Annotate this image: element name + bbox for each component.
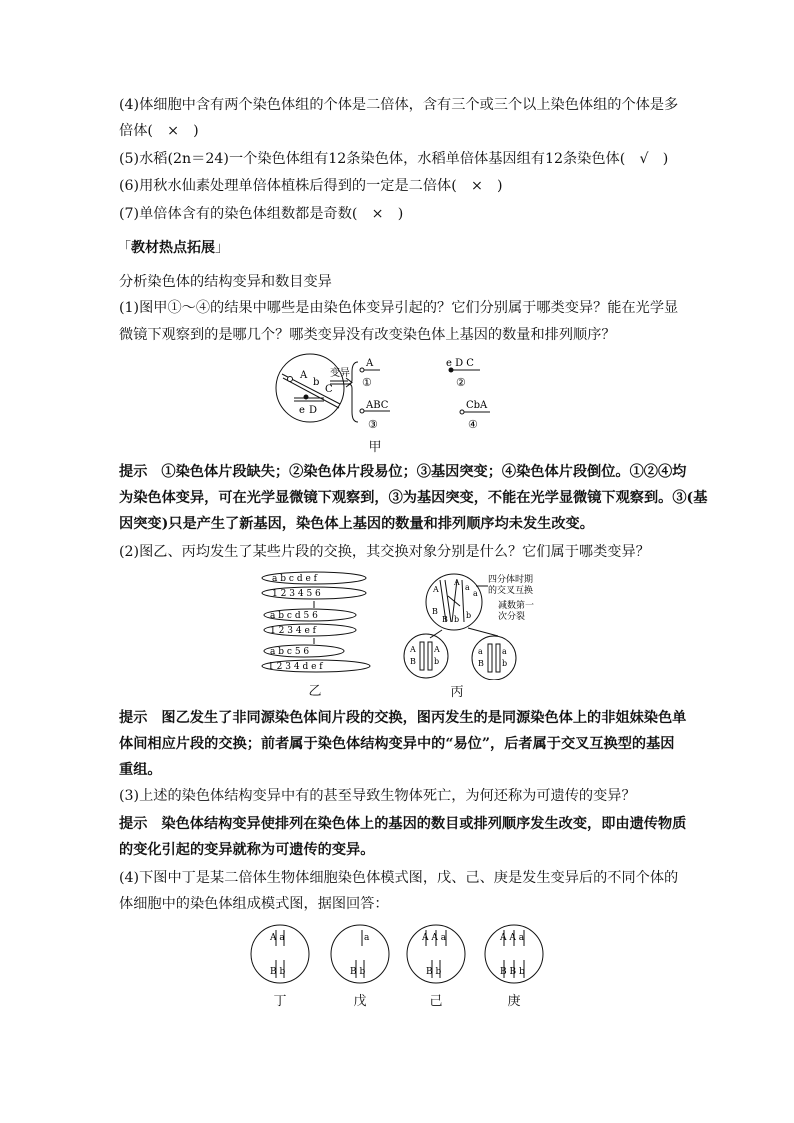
question-6: (6)用秋水仙素处理单倍体植株后得到的一定是二倍体( × ) (119, 178, 503, 194)
bing-r-chr1 (488, 644, 492, 672)
tip-2-line-3: 重组。 (119, 762, 162, 778)
figure-bing-caption: 丙 (450, 685, 464, 700)
question-4-line-2: 体细胞中的染色体组成模式图，据图回答： (119, 896, 389, 912)
question-7: (7)单倍体含有的染色体组数都是奇数( × ) (119, 206, 404, 222)
section-header (117, 237, 229, 257)
figure-yi-caption: 乙 (308, 684, 322, 699)
section-title: 教材热点拓展 (131, 240, 215, 256)
cell-wu-top-genes: a (364, 933, 370, 943)
r1-centromere (360, 368, 364, 372)
yi-row1a: a b c d e f (272, 574, 317, 584)
bing-l-chr2 (428, 642, 432, 670)
gene-A: A (300, 370, 308, 381)
bing-l-gene-4: b (434, 657, 440, 666)
yi-row2b: 1 2 3 4 e f (270, 626, 316, 636)
cell-geng-bottom-genes: B B b (500, 967, 525, 977)
bing-r-gene-4: b (502, 659, 508, 668)
bing-gene-2: A (454, 578, 460, 587)
bing-r-chr2 (496, 644, 500, 672)
bing-l-gene-3: A (434, 645, 440, 654)
cell-wu-bottom-genes: B b (350, 967, 366, 977)
bing-gene-1: A (433, 585, 439, 594)
result-2-number: ② (456, 376, 466, 389)
figure-bing (402, 572, 562, 680)
bing-r-gene-2: B (478, 659, 484, 668)
result-1-genes: A (366, 358, 374, 369)
yi-row3a: a b c 5 6 (270, 647, 310, 657)
result-4-genes: CbA (466, 400, 488, 411)
bing-gene-3: a (465, 583, 470, 592)
gene-e: e (299, 405, 305, 416)
r3-centromere (360, 409, 364, 413)
tip-1-line-1 (119, 460, 687, 484)
bing-r-gene-3: a (502, 647, 507, 656)
question-1-line-2: 微镜下观察到的是哪几个？哪类变异没有改变染色体上基因的数量和排列顺序？ (119, 327, 616, 343)
tip-label: 提示 (119, 464, 148, 480)
bing-gene-7: b (454, 615, 460, 624)
section-close-bracket: 」 (215, 240, 229, 256)
question-4-cont: 倍体( × ) (119, 123, 199, 139)
tip-3-line-2: 的变化引起的变异就称为可遗传的变异。 (119, 842, 375, 858)
tip-2-line-1 (119, 706, 687, 730)
cell-geng-caption: 庚 (507, 994, 521, 1009)
cell-ji (407, 925, 465, 983)
tip-label: 提示 (119, 816, 148, 832)
yi-row1b: 1 2 3 4 5 6 (272, 589, 321, 599)
yi-row2a: a b c d 5 6 (270, 611, 318, 621)
figure-jia-caption: 甲 (368, 440, 382, 455)
cell-ding (251, 925, 309, 983)
tip-1-line-2: 为染色体变异，可在光学显微镜下观察到，③为基因突变，不能在光学显微镜下观察到。③(基 (119, 490, 708, 506)
tip-label: 提示 (119, 710, 148, 726)
bing-l-gene-1: A (410, 645, 416, 654)
cell-wu-caption: 戊 (353, 994, 367, 1009)
result-1-number: ① (362, 376, 372, 389)
question-3: (3)上述的染色体结构变异中有的甚至导致生物体死亡，为何还称为可遗传的变异？ (119, 788, 636, 804)
question-4: (4)体细胞中含有两个染色体组的个体是二倍体，含有三个或三个以上染色体组的个体是多 (119, 97, 679, 113)
bing-cell-left (404, 634, 448, 678)
bing-l-gene-2: B (410, 657, 416, 666)
figure-cells (250, 922, 550, 988)
cell-wu (331, 925, 389, 983)
cell-ding-top-genes: A a (270, 933, 285, 943)
centromere (288, 377, 293, 382)
cell-ding-caption: 丁 (273, 994, 287, 1009)
cell-ding-bottom-genes: B b (270, 967, 286, 977)
bing-chr-4 (462, 580, 464, 622)
section-open-bracket: 「 (117, 240, 131, 256)
tip-1-line-3: 因突变)只是产生了新基因，染色体上基因的数量和排列顺序均未发生改变。 (119, 516, 594, 532)
tip-2-text: 图乙发生了非同源染色体间片段的交换，图丙发生的是同源染色体上的非姐妹染色单 (161, 710, 687, 726)
cell-geng (485, 925, 543, 983)
result-4-number: ④ (468, 418, 478, 431)
result-3-genes: ABC (366, 400, 389, 411)
tip-3-text: 染色体结构变异使排列在染色体上的基因的数目或排列顺序发生改变，即由遗传物质 (161, 816, 687, 832)
gene-C: C (325, 384, 333, 395)
bing-label-1: 四分体时期 (488, 575, 534, 585)
cell-ji-caption: 己 (429, 994, 443, 1009)
centromere-dark (304, 395, 309, 400)
cell-ji-bottom-genes: B b (426, 967, 442, 977)
bing-label-3: 减数第一 (498, 601, 535, 611)
bing-gene-4: a (473, 589, 478, 598)
cell-geng-top-genes: A A a (500, 933, 525, 943)
bing-label-2: 的交叉互换 (488, 586, 534, 596)
bing-label-4: 次分裂 (498, 612, 526, 622)
bing-gene-8: b (466, 611, 472, 620)
question-2: (2)图乙、丙均发生了某些片段的交换，其交换对象分别是什么？它们属于哪类变异？ (119, 544, 650, 560)
tip-3-line-1 (119, 812, 687, 836)
tip-1-text: ①染色体片段缺失；②染色体片段易位；③基因突变；④染色体片段倒位。①②④均 (161, 464, 687, 480)
cell-ji-top-genes: A A a (422, 933, 447, 943)
bing-r-gene-1: a (478, 647, 483, 656)
tip-2-line-2: 体间相应片段的交换；前者属于染色体结构变异中的“易位”，后者属于交叉互换型的基因 (119, 736, 675, 752)
gene-D: D (309, 405, 318, 416)
bing-gene-5: B (432, 607, 438, 616)
bing-arrow-right (468, 628, 498, 636)
figure-yi (258, 570, 378, 676)
bing-l-chr1 (420, 642, 424, 670)
arrow-label: 变异 (330, 368, 350, 379)
r4-centromere (460, 410, 464, 414)
result-3-number: ③ (368, 418, 378, 431)
topic-title: 分析染色体的结构变异和数目变异 (119, 274, 332, 290)
yi-row3b: 1 2 3 4 d e f (268, 662, 323, 672)
question-4-line-1: (4)下图中丁是某二倍体生物体细胞染色体模式图，戊、己、庚是发生变异后的不同个体的 (119, 870, 679, 886)
gene-b: b (313, 377, 320, 388)
bing-cell-right (472, 636, 516, 680)
question-1-line-1: (1)图甲①～④的结果中哪些是由染色体变异引起的？它们分别属于哪类变异？能在光学显 (119, 300, 679, 316)
question-5: (5)水稻(2n＝24)一个染色体组有12条染色体，水稻单倍体基因组有12条染色体( √ ) (119, 151, 669, 167)
bing-gene-6: B (442, 615, 448, 624)
result-2-genes: e D C (446, 358, 474, 369)
